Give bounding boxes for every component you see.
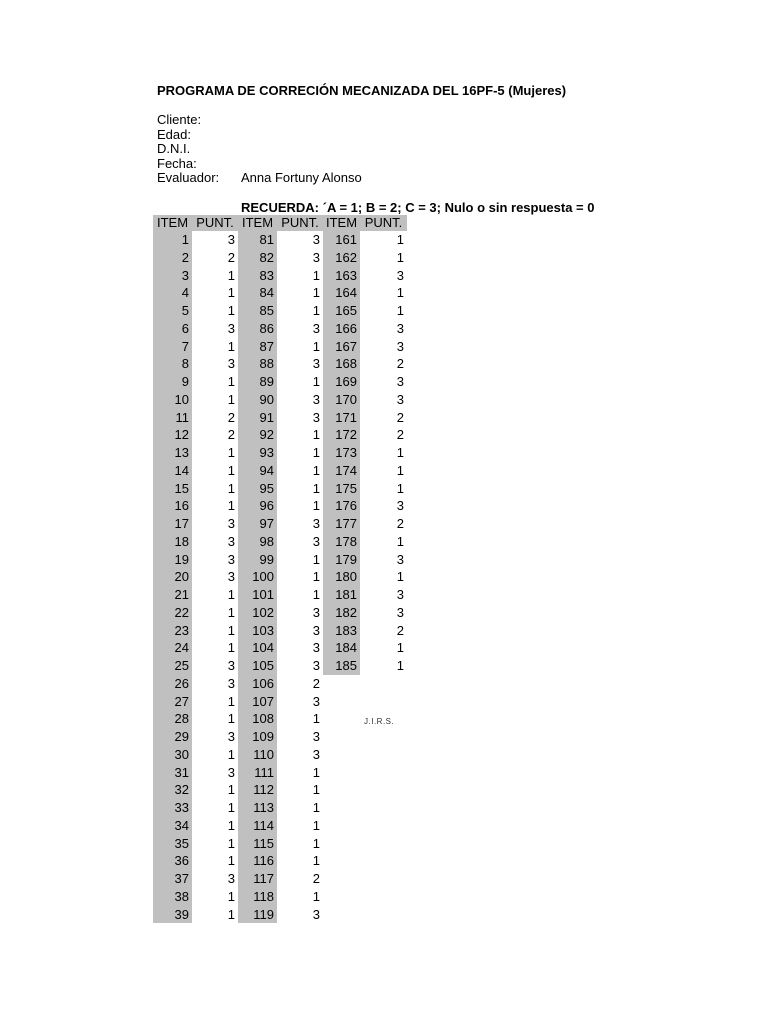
item-score: 3 (312, 906, 320, 922)
item-header: ITEM (325, 215, 358, 230)
item-number: 118 (253, 888, 274, 904)
item-number: 164 (335, 285, 357, 301)
scoring-reminder: RECUERDA: ´A = 1; B = 2; C = 3; Nulo o sin respuesta = 0 (241, 200, 595, 215)
item-number: 25 (174, 658, 189, 673)
item-number: 5 (181, 303, 189, 318)
item-score: 3 (312, 533, 320, 549)
item-score: 3 (312, 622, 320, 638)
item-score: 1 (227, 782, 235, 798)
item-score: 3 (312, 320, 320, 336)
item-score: 3 (312, 640, 320, 656)
field-value: Anna Fortuny Alonso (241, 170, 362, 186)
item-number: 90 (259, 391, 274, 407)
item-number: 3 (181, 267, 189, 283)
item-score: 2 (312, 871, 320, 886)
item-score: 1 (312, 569, 320, 585)
item-number: 115 (253, 835, 274, 851)
item-score: 3 (312, 232, 320, 247)
item-score: 3 (396, 391, 404, 407)
item-number: 21 (174, 587, 189, 602)
item-number: 106 (252, 675, 274, 691)
item-number: 92 (259, 427, 274, 443)
item-number: 114 (253, 817, 274, 833)
item-number: 89 (259, 374, 274, 389)
item-score: 1 (312, 817, 320, 833)
item-number: 17 (174, 516, 189, 531)
item-number: 32 (174, 782, 189, 798)
item-score: 1 (312, 782, 320, 798)
item-score: 1 (396, 232, 404, 247)
item-score: 3 (227, 232, 235, 247)
item-score: 1 (312, 285, 320, 301)
item-number: 85 (259, 303, 274, 318)
item-number: 28 (174, 711, 189, 727)
item-score: 1 (227, 622, 235, 638)
item-score: 2 (312, 675, 320, 691)
item-score: 1 (312, 267, 320, 283)
item-number: 184 (335, 640, 357, 656)
item-number: 35 (174, 835, 189, 851)
item-number: 6 (181, 320, 189, 336)
item-number: 178 (335, 533, 357, 549)
item-score: 1 (312, 445, 320, 460)
item-number: 172 (335, 427, 357, 443)
item-number: 105 (252, 658, 274, 673)
item-number: 117 (253, 871, 274, 886)
item-number: 18 (174, 533, 189, 549)
punt-header: PUNT. (192, 215, 238, 231)
item-score: 1 (227, 711, 235, 727)
item-score: 1 (312, 374, 320, 389)
item-score: 1 (227, 693, 235, 709)
item-number: 102 (252, 604, 274, 620)
punt-header: PUNT. (277, 215, 323, 231)
item-score: 2 (227, 427, 235, 443)
item-score: 1 (227, 462, 235, 478)
score-column (277, 215, 323, 923)
item-number: 9 (181, 374, 189, 389)
item-number: 99 (259, 551, 274, 567)
item-score: 1 (227, 338, 235, 354)
item-number: 95 (259, 480, 274, 496)
item-number: 13 (174, 445, 189, 460)
item-number: 11 (175, 409, 189, 425)
item-score: 3 (312, 516, 320, 531)
item-header: ITEM (241, 215, 274, 230)
item-score: 3 (312, 604, 320, 620)
item-number: 82 (259, 249, 274, 265)
item-number: 27 (174, 693, 189, 709)
field-cliente (157, 113, 219, 128)
field-label: Fecha: (157, 155, 197, 171)
item-number: 167 (335, 338, 357, 354)
item-score: 1 (227, 498, 235, 514)
item-score: 3 (396, 498, 404, 514)
item-number: 163 (335, 267, 357, 283)
item-score: 1 (227, 267, 235, 283)
item-score: 1 (312, 711, 320, 727)
item-score: 1 (396, 658, 404, 673)
item-number: 103 (252, 622, 274, 638)
item-number: 100 (252, 569, 274, 585)
item-number: 34 (174, 817, 189, 833)
item-number: 31 (174, 764, 189, 780)
item-number: 109 (252, 729, 274, 744)
item-score: 3 (312, 746, 320, 762)
score-column (360, 215, 407, 675)
item-score: 1 (396, 640, 404, 656)
item-score: 3 (227, 320, 235, 336)
item-number: 4 (181, 285, 189, 301)
item-score: 1 (227, 285, 235, 301)
field-label: Evaluador: (157, 170, 220, 186)
item-score: 1 (312, 303, 320, 318)
item-number: 39 (174, 906, 189, 922)
item-score: 1 (312, 888, 320, 904)
item-score: 3 (312, 356, 320, 372)
item-number: 177 (335, 516, 357, 531)
item-score: 2 (227, 409, 235, 425)
item-number: 171 (335, 409, 357, 425)
item-score: 2 (396, 409, 404, 425)
item-score: 3 (227, 764, 235, 780)
punt-header: PUNT. (360, 215, 407, 231)
item-number: 87 (259, 338, 274, 354)
item-number: 10 (174, 391, 189, 407)
item-number: 168 (335, 356, 357, 372)
item-number: 113 (253, 800, 274, 815)
item-number: 119 (253, 906, 274, 922)
item-score: 3 (396, 338, 404, 354)
item-score: 3 (396, 374, 404, 389)
item-number: 173 (335, 445, 357, 460)
item-number: 108 (252, 711, 274, 727)
item-score: 2 (396, 622, 404, 638)
item-number: 91 (259, 409, 274, 425)
author-mark: J.I.R.S. (364, 717, 395, 726)
item-score: 3 (227, 551, 235, 567)
item-column (153, 215, 192, 923)
item-score: 3 (396, 604, 404, 620)
item-score: 1 (227, 888, 235, 904)
item-number: 2 (181, 249, 189, 265)
item-score: 2 (396, 356, 404, 372)
item-score: 3 (227, 356, 235, 372)
item-score: 1 (227, 604, 235, 620)
item-number: 165 (335, 303, 357, 318)
item-score: 3 (227, 533, 235, 549)
item-number: 166 (335, 320, 357, 336)
field-label: Cliente: (157, 112, 202, 127)
item-score: 3 (227, 675, 235, 691)
item-number: 181 (335, 587, 357, 602)
item-number: 110 (253, 746, 274, 762)
item-score: 1 (396, 462, 404, 478)
item-number: 111 (254, 764, 274, 780)
item-score: 3 (396, 587, 404, 602)
item-number: 14 (174, 462, 189, 478)
item-score: 3 (312, 391, 320, 407)
item-score: 1 (312, 338, 320, 354)
item-number: 169 (335, 374, 357, 389)
item-score: 3 (312, 249, 320, 265)
item-number: 38 (174, 888, 189, 904)
item-score: 3 (227, 658, 235, 673)
item-number: 8 (181, 356, 189, 372)
item-score: 1 (396, 480, 404, 496)
item-number: 101 (252, 587, 274, 602)
item-score: 1 (312, 498, 320, 514)
item-number: 104 (252, 640, 274, 656)
item-number: 180 (335, 569, 357, 585)
item-number: 112 (253, 782, 274, 798)
item-score: 3 (227, 569, 235, 585)
item-number: 96 (259, 498, 274, 514)
item-score: 1 (227, 746, 235, 762)
item-score: 1 (312, 764, 320, 780)
item-score: 1 (396, 533, 404, 549)
item-score: 1 (227, 587, 235, 602)
item-score: 3 (312, 729, 320, 744)
item-number: 170 (335, 391, 357, 407)
item-score: 1 (312, 551, 320, 567)
item-score: 1 (312, 462, 320, 478)
field-edad (157, 128, 219, 143)
item-score: 1 (396, 285, 404, 301)
item-number: 24 (174, 640, 189, 656)
item-number: 36 (174, 853, 189, 869)
item-score: 1 (227, 445, 235, 460)
item-score: 1 (312, 800, 320, 815)
item-number: 98 (259, 533, 274, 549)
page-title: PROGRAMA DE CORRECIÓN MECANIZADA DEL 16PF-5 (Mujeres) (157, 83, 567, 98)
item-number: 86 (259, 320, 274, 336)
item-number: 33 (174, 800, 189, 815)
item-score: 3 (227, 516, 235, 531)
item-number: 23 (174, 622, 189, 638)
item-column (323, 215, 360, 675)
item-number: 26 (174, 675, 189, 691)
item-number: 179 (335, 551, 357, 567)
item-score: 3 (227, 729, 235, 744)
item-score: 1 (227, 640, 235, 656)
field-label: Edad: (157, 126, 191, 142)
item-score: 3 (396, 551, 404, 567)
item-column (238, 215, 277, 923)
item-number: 88 (259, 356, 274, 372)
item-score: 2 (396, 427, 404, 443)
item-number: 20 (174, 569, 189, 585)
item-score: 3 (312, 409, 320, 425)
item-number: 7 (181, 338, 189, 354)
item-score: 2 (396, 516, 404, 531)
item-score: 1 (312, 853, 320, 869)
item-score: 3 (227, 871, 235, 886)
field-dni (157, 142, 219, 157)
item-number: 37 (174, 871, 189, 886)
item-number: 1 (181, 232, 189, 247)
item-score: 1 (396, 569, 404, 585)
item-number: 12 (174, 427, 189, 443)
item-score: 1 (227, 303, 235, 318)
item-number: 176 (335, 498, 357, 514)
field-evaluador (157, 170, 362, 186)
item-score: 1 (312, 835, 320, 851)
field-label: D.N.I. (157, 141, 191, 157)
item-number: 175 (335, 480, 357, 496)
item-number: 81 (259, 232, 274, 247)
item-number: 97 (259, 516, 274, 531)
item-number: 84 (259, 285, 274, 301)
item-score: 1 (312, 587, 320, 602)
field-fecha (157, 157, 219, 172)
item-number: 183 (335, 622, 357, 638)
item-number: 182 (335, 604, 357, 620)
item-number: 30 (174, 746, 189, 762)
item-number: 93 (259, 445, 274, 460)
item-number: 83 (259, 267, 274, 283)
item-number: 174 (335, 462, 357, 478)
item-score: 1 (227, 835, 235, 851)
item-score: 3 (312, 658, 320, 673)
item-score: 1 (227, 800, 235, 815)
item-score: 1 (396, 303, 404, 318)
item-score: 1 (396, 249, 404, 265)
item-number: 19 (174, 551, 189, 567)
item-header: ITEM (156, 215, 189, 230)
item-score: 1 (396, 445, 404, 460)
item-score: 1 (227, 906, 235, 922)
item-number: 161 (335, 232, 357, 247)
item-score: 3 (396, 320, 404, 336)
item-number: 162 (335, 249, 357, 265)
item-number: 185 (335, 658, 357, 673)
item-number: 22 (174, 604, 189, 620)
item-number: 29 (174, 729, 189, 744)
item-number: 94 (259, 462, 274, 478)
item-score: 1 (227, 374, 235, 389)
item-number: 15 (174, 480, 189, 496)
item-score: 3 (312, 693, 320, 709)
score-column (192, 215, 238, 923)
item-score: 1 (227, 817, 235, 833)
item-score: 1 (227, 853, 235, 869)
item-score: 1 (227, 480, 235, 496)
item-score: 1 (312, 480, 320, 496)
item-score: 2 (227, 249, 235, 265)
item-score: 3 (396, 267, 404, 283)
client-info (157, 112, 362, 186)
item-score: 1 (227, 391, 235, 407)
item-score: 1 (312, 427, 320, 443)
item-number: 16 (174, 498, 189, 514)
item-number: 107 (252, 693, 274, 709)
item-number: 116 (253, 853, 274, 869)
